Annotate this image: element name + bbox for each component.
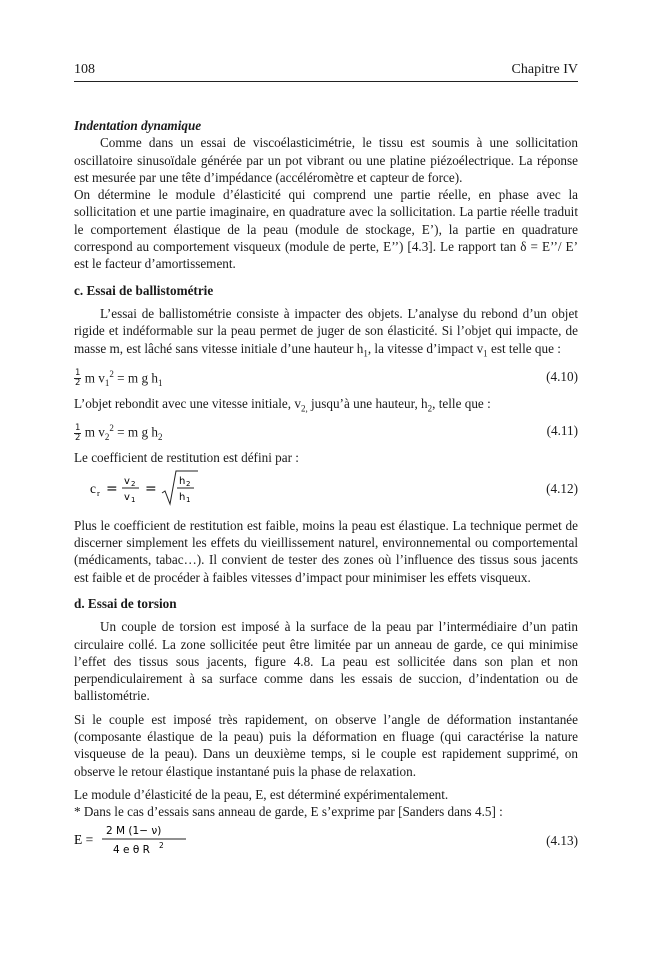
torsion-modulus-formula	[74, 820, 214, 860]
page-number: 108	[74, 62, 95, 77]
svg-text:v: v	[124, 491, 130, 503]
svg-text:=: =	[106, 480, 118, 497]
section-title-indentation: Indentation dynamique	[74, 118, 202, 133]
restitution-formula	[90, 467, 250, 511]
svg-text:2: 2	[186, 479, 191, 488]
svg-text:2: 2	[159, 841, 164, 851]
svg-text:2 M (1− ν): 2 M (1− ν)	[106, 825, 162, 838]
paragraph: Le coefficient de restitution est défini par :	[74, 450, 299, 466]
svg-text:1: 1	[131, 495, 136, 504]
paragraph: L’essai de ballistométrie consiste à impacter des objets. L’analyse du rebond d’un objet rigide et indéformable sur la peau permet de juger de son élasticité. Si l’objet qui impacte, de masse m, est lâché sans vitesse initiale d’une hauteur $h_1$, la vitesse d’impact $v_1$ est telle que :	[74, 305, 578, 359]
equation-number: (4.12)	[546, 480, 578, 496]
svg-text:E =: E =	[74, 832, 94, 848]
svg-text:v: v	[124, 475, 130, 487]
equation-4-12	[74, 467, 578, 511]
equation-number: (4.10)	[546, 368, 578, 384]
equation-4-13	[74, 820, 578, 860]
paragraph: Si le couple est imposé très rapidement, on observe l’angle de déformation instantanée (composante élastique de la peau) puis la déformation en fluage (qui caractérise la nature visqueuse de la peau). Dans un deuxième temps, si le couple est rapidement supprimé, on observe le retour élastique instantané puis la phase de relaxation.	[74, 711, 578, 779]
paragraph: * Dans le cas d’essais sans anneau de garde, E s’exprime par [Sanders dans 4.5] :	[74, 804, 503, 820]
header-rule	[74, 81, 578, 82]
paragraph: L’objet rebondit avec une vitesse initiale, $v_{2,}$ jusqu’à une hauteur, $h_2$, telle que :	[74, 395, 491, 414]
svg-text:r: r	[97, 487, 100, 498]
page-body	[74, 117, 578, 860]
svg-text:4 e θ R: 4 e θ R	[113, 844, 150, 857]
equation-number: (4.11)	[546, 423, 578, 439]
equation-number: (4.13)	[546, 833, 578, 849]
svg-text:h: h	[179, 491, 186, 503]
equation-4-10: $\frac{1}{2}$ m $v_1^2 = m$ g $h_1$ (4.10)	[75, 368, 578, 389]
paragraph: Le module d’élasticité de la peau, E, est déterminé expérimentalement.	[74, 786, 449, 802]
svg-text:h: h	[179, 475, 186, 487]
chapter-title: Chapitre IV	[511, 62, 578, 77]
section-title-ballistometry: c. Essai de ballistométrie	[74, 282, 214, 298]
equation-4-11: $\frac{1}{2}$ m $v_2^2 = m$ g $h_2$ (4.11)	[75, 423, 578, 444]
svg-text:1: 1	[186, 495, 191, 504]
section-title-torsion: d. Essai de torsion	[74, 595, 177, 611]
page-header	[74, 62, 578, 80]
svg-text:c: c	[90, 480, 96, 496]
paragraph: Un couple de torsion est imposé à la surface de la peau par l’intermédiaire d’un patin circulaire collé. La zone sollicitée peut être limitée par un anneau de garde, ce qui minimise l’effet des tissus sous jacents, figure 4.8. La peau est sollicitée dans son plan et non perpendiculairement à sa surface comme dans les essais de succion, d’indentation ou de ballistométrie.	[74, 619, 578, 704]
paragraph: On détermine le module d’élasticité qui comprend une partie réelle, en phase avec la sollicitation et une partie imaginaire, en quadrature avec la sollicitation. La partie réelle traduit le comportement élastique de la peau (module de stockage, E’), la partie en quadrature correspond au comportement visqueux (module de perte, E’’) [4.3]. Le rapport tan δ = E’’/ E’ est le facteur d’amortissement.	[74, 187, 578, 272]
svg-text:2: 2	[131, 479, 136, 488]
paragraph: Comme dans un essai de viscoélasticimétrie, le tissu est soumis à une sollicitation oscillatoire sinusoïdale générée par un pot vibrant ou une platine piézoélectrique. La réponse est mesurée par une tête d’impédance (accéléromètre et capteur de force).	[74, 135, 578, 185]
paragraph: Plus le coefficient de restitution est faible, moins la peau est élastique. La technique permet de discerner simplement les effets du vieillissement naturel, environnemental ou comportemental (médicaments, tabac…). Il convient de tester des zones où l’influence des tissus sous jacents est faible et de procéder à faibles vitesses d’impact pour minimiser les effets visqueux.	[74, 517, 578, 585]
svg-text:=: =	[145, 480, 157, 497]
